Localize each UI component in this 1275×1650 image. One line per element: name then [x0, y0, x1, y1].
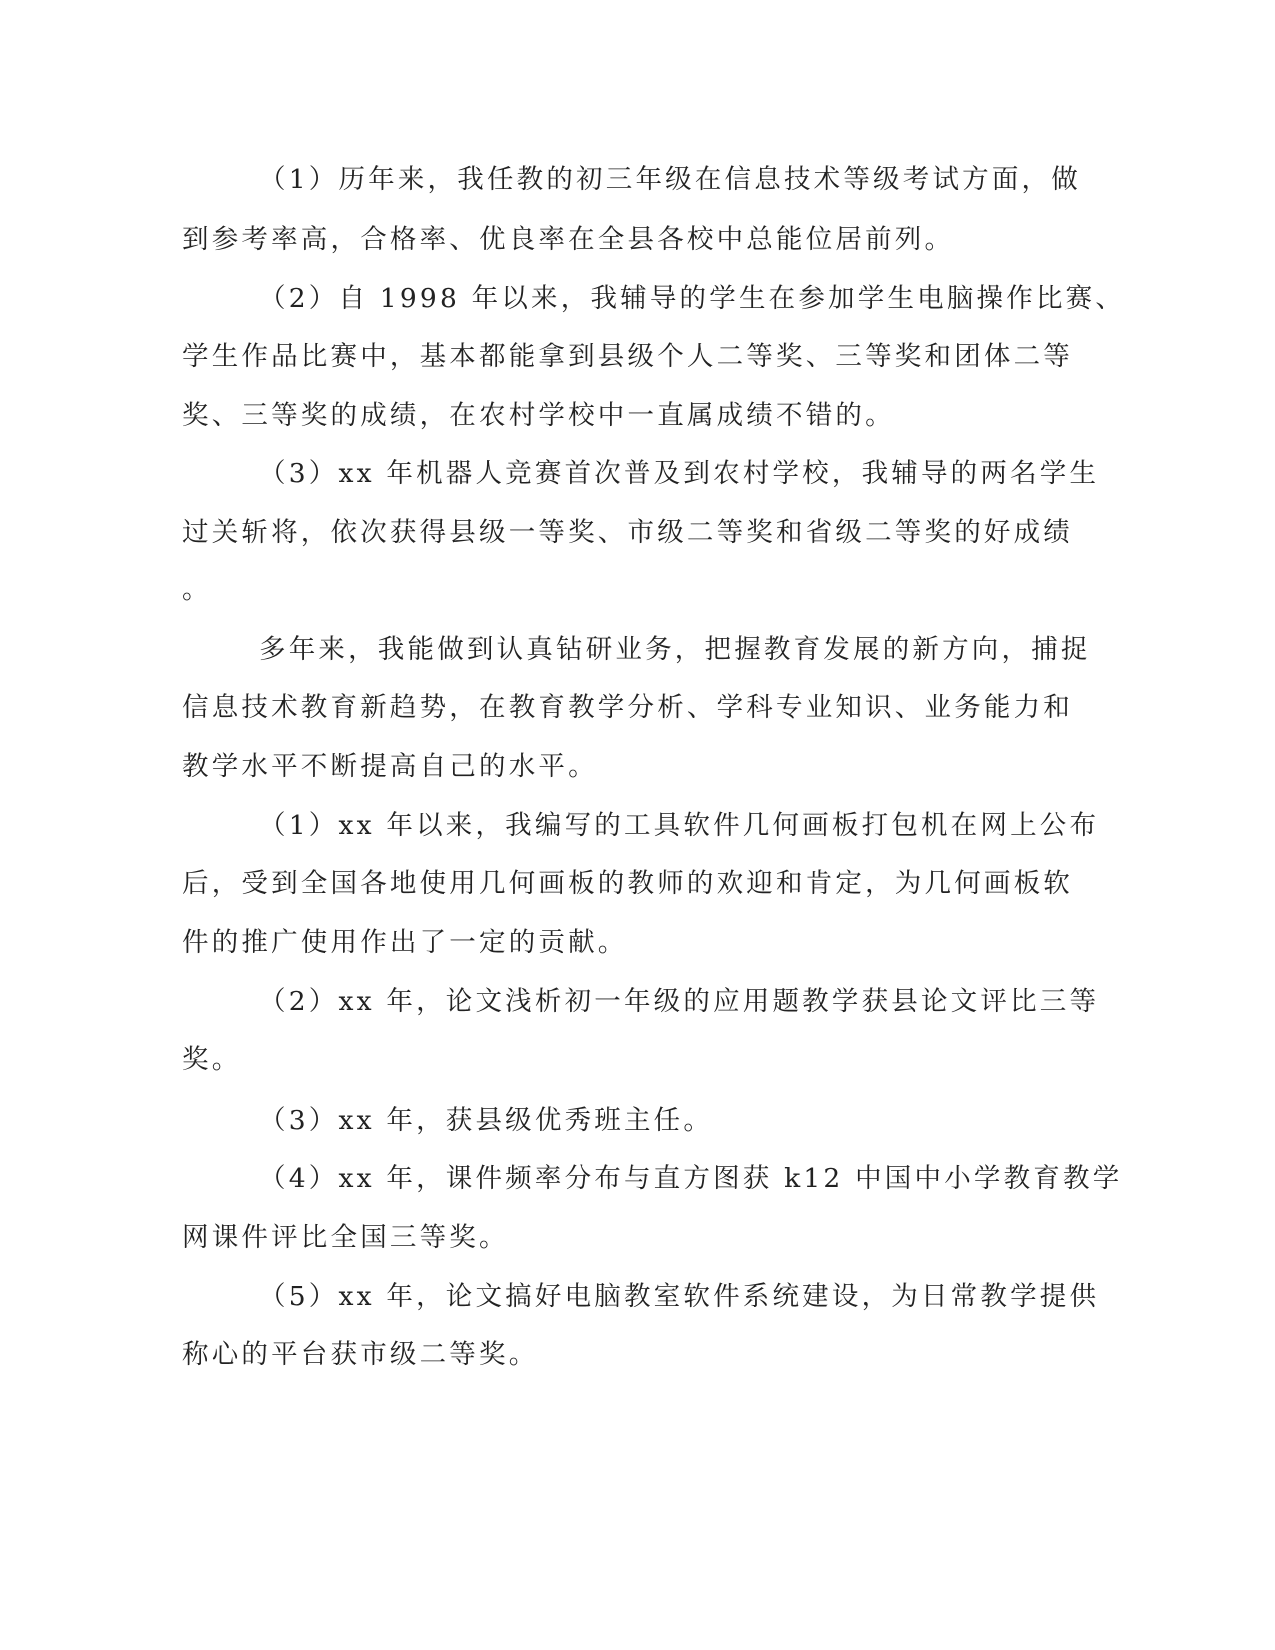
text-line: 后，受到全国各地使用几何画板的教师的欢迎和肯定，为几何画板软 [182, 868, 1073, 899]
text-line: （2）自 1998 年以来，我辅导的学生在参加学生电脑操作比赛、 [259, 283, 1126, 314]
text-line: 称心的平台获市级二等奖。 [182, 1339, 539, 1370]
text-line: （3）xx 年机器人竞赛首次普及到农村学校，我辅导的两名学生 [259, 458, 1100, 489]
text-line: 到参考率高，合格率、优良率在全县各校中总能位居前列。 [182, 224, 955, 255]
text-line: 奖、三等奖的成绩，在农村学校中一直属成绩不错的。 [182, 400, 895, 431]
text-line: 奖。 [182, 1044, 242, 1075]
text-line: 件的推广使用作出了一定的贡献。 [182, 927, 628, 958]
text-line: （2）xx 年，论文浅析初一年级的应用题教学获县论文评比三等 [259, 986, 1100, 1017]
text-line: （3）xx 年，获县级优秀班主任。 [259, 1105, 714, 1136]
text-line: （1）xx 年以来，我编写的工具软件几何画板打包机在网上公布 [259, 810, 1100, 841]
text-line: （1）历年来，我任教的初三年级在信息技术等级考试方面，做 [259, 164, 1081, 195]
text-line: 网课件评比全国三等奖。 [182, 1222, 509, 1253]
text-line: （5）xx 年，论文搞好电脑教室软件系统建设，为日常教学提供 [259, 1281, 1100, 1312]
text-line: （4）xx 年，课件频率分布与直方图获 k12 中国中小学教育教学 [259, 1163, 1123, 1194]
text-line: 学生作品比赛中，基本都能拿到县级个人二等奖、三等奖和团体二等 [182, 341, 1073, 372]
text-line: 信息技术教育新趋势，在教育教学分析、学科专业知识、业务能力和 [182, 692, 1073, 723]
text-line: 多年来，我能做到认真钻研业务，把握教育发展的新方向，捕捉 [259, 634, 1091, 665]
text-line: 教学水平不断提高自己的水平。 [182, 751, 598, 782]
text-line: 过关斩将，依次获得县级一等奖、市级二等奖和省级二等奖的好成绩 [182, 517, 1073, 548]
text-line: 。 [182, 574, 212, 605]
